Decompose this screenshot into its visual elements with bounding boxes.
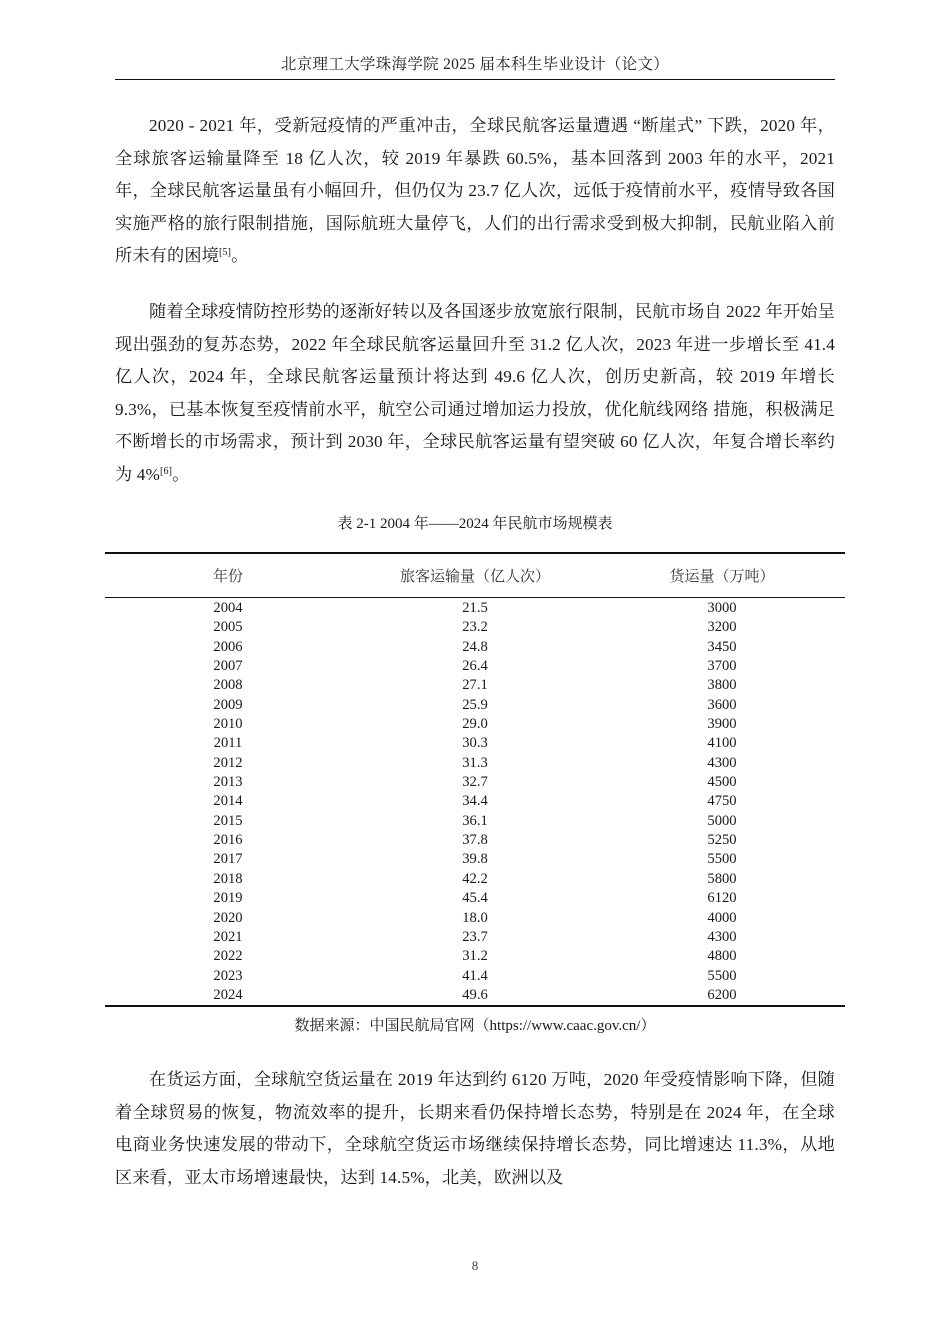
market-size-table [105,552,845,1007]
cell-cargo: 3700 [707,658,737,675]
cell-passengers: 24.8 [462,638,488,655]
cell-cargo: 4300 [707,928,737,945]
table-row [105,967,845,986]
page-number: 8 [471,1258,479,1273]
cell-cargo: 3450 [707,638,737,655]
table-row [105,657,845,676]
cell-passengers: 34.4 [462,793,488,810]
cell-passengers: 37.8 [462,832,488,849]
cell-cargo: 5500 [707,851,737,868]
cell-year: 2012 [213,754,243,771]
cell-year: 2023 [213,967,243,984]
cell-passengers: 26.4 [462,658,488,675]
cell-cargo: 5800 [707,870,737,887]
cell-year: 2007 [213,658,243,675]
cell-passengers: 39.8 [462,851,488,868]
cell-cargo: 5000 [707,812,737,829]
cell-passengers: 41.4 [462,967,488,984]
cell-passengers: 31.2 [462,948,488,965]
cell-cargo: 4300 [707,754,737,771]
cell-passengers: 23.7 [462,928,488,945]
cell-passengers: 36.1 [462,812,488,829]
table-row [105,792,845,811]
cell-year: 2013 [213,774,243,791]
table-header-row [105,553,845,598]
header-divider [115,79,835,80]
paragraph-cargo [115,1064,835,1194]
cell-passengers: 25.9 [462,696,488,713]
paragraph-text: 随着全球疫情防控形势的逐渐好转以及各国逐步放宽旅行限制，民航市场自 2022 年开始呈现出强劲的复苏态势，2022 年全球民航客运量回升至 31.2 亿人次，2023 年进一步增长至 41.4 亿人次，2024 年，全球民航客运量预计将达到 49.6 亿人次，创历史新高，较 2019 年增长 9.3%，已基本恢复至疫情前水平，航空公司通过增加运力投放，优化航线网络 措施，积极满足不断增长的市场需求，预计到 2030 年，全球民航客运量有望突破 60 亿人次，年复合增长率约为 4% [115,302,835,484]
cell-year: 2006 [213,638,243,655]
table-row [105,850,845,869]
table-caption: 表 2-1 2004 年——2024 年民航市场规模表 [337,516,613,532]
paragraph-text: 在货运方面，全球航空货运量在 2019 年达到约 6120 万吨，2020 年受疫情影响下降，但随着全球贸易的恢复，物流效率的提升，长期来看仍保持增长态势，特别是在 2024 年，在全球电商业务快速发展的带动下，全球航空货运市场继续保持增长态势，同比增速达 11.3%，从地区来看，亚太市场增速最快，达到 14.5%，北美，欧洲以及 [115,1070,835,1187]
table-row [105,870,845,889]
cell-passengers: 45.4 [462,890,488,907]
running-header: 北京理工大学珠海学院 2025 届本科生毕业设计（论文） [280,56,670,73]
table-row [105,773,845,792]
table-row [105,947,845,966]
citation-6[interactable]: [6] [160,465,173,477]
table-row [105,715,845,734]
cell-cargo: 6200 [707,986,737,1003]
cell-year: 2016 [213,832,243,849]
table-row [105,889,845,908]
citation-5[interactable]: [5] [219,247,232,258]
cell-cargo: 5500 [707,967,737,984]
table-row [105,928,845,947]
cell-passengers: 42.2 [462,870,488,887]
cell-year: 2011 [213,735,243,752]
cell-year: 2021 [213,928,243,945]
paragraph-end: 。 [231,246,249,265]
table-row [105,754,845,773]
cell-year: 2015 [213,812,243,829]
cell-year: 2005 [213,619,243,636]
cell-year: 2022 [213,948,243,965]
cell-cargo: 3900 [707,716,737,733]
cell-cargo: 4750 [707,793,737,810]
cell-year: 2017 [213,851,243,868]
cell-cargo: 3200 [707,619,737,636]
table-row [105,598,845,619]
table-row [105,638,845,657]
cell-cargo: 4100 [707,735,737,752]
cell-passengers: 49.6 [462,986,488,1003]
column-header-cargo: 货运量（万吨） [599,553,845,598]
cell-passengers: 21.5 [462,600,488,616]
table-row [105,734,845,753]
cell-cargo: 3800 [707,677,737,694]
cell-passengers: 29.0 [462,716,488,733]
paragraph-pandemic-impact [115,110,835,273]
cell-passengers: 27.1 [462,677,488,694]
table-row [105,831,845,850]
cell-cargo: 6120 [707,890,737,907]
cell-passengers: 32.7 [462,774,488,791]
table-row [105,696,845,715]
cell-passengers: 31.3 [462,754,488,771]
cell-cargo: 3000 [707,600,737,616]
cell-year: 2024 [213,986,243,1003]
cell-year: 2010 [213,716,243,733]
cell-cargo: 4800 [707,948,737,965]
cell-passengers: 30.3 [462,735,488,752]
table-row [105,618,845,637]
cell-year: 2020 [213,909,243,926]
cell-cargo: 4500 [707,774,737,791]
paragraph-recovery [115,296,835,491]
cell-cargo: 4000 [707,909,737,926]
column-header-passengers: 旅客运输量（亿人次） [351,553,599,598]
cell-passengers: 18.0 [462,909,488,926]
cell-year: 2009 [213,696,243,713]
cell-year: 2008 [213,677,243,694]
cell-cargo: 3600 [707,696,737,713]
cell-cargo: 5250 [707,832,737,849]
paragraph-end: 。 [172,464,190,484]
table-row [105,676,845,695]
table-row [105,986,845,1006]
cell-passengers: 23.2 [462,619,488,636]
cell-year: 2019 [213,890,243,907]
table-row [105,812,845,831]
paragraph-text: 2020 - 2021 年，受新冠疫情的严重冲击，全球民航客运量遭遇 “断崖式” 下跌，2020 年，全球旅客运输量降至 18 亿人次，较 2019 年暴跌 60.5%，基本回落到 2003 年的水平，2021 年，全球民航客运量虽有小幅回升，但仍仅为 23.7 亿人次，远低于疫情前水平，疫情导致各国实施严格的旅行限制措施，国际航班大量停飞，人们的出行需求受到极大抑制，民航业陷入前所未有的困境 [115,116,835,265]
cell-year: 2014 [213,793,243,810]
data-source-note: 数据来源：中国民航局官网（https://www.caac.gov.cn/） [294,1018,656,1034]
cell-year: 2018 [213,870,243,887]
column-header-year: 年份 [105,553,351,598]
table-body [105,598,845,1007]
table-row [105,909,845,928]
cell-year: 2004 [213,600,243,616]
